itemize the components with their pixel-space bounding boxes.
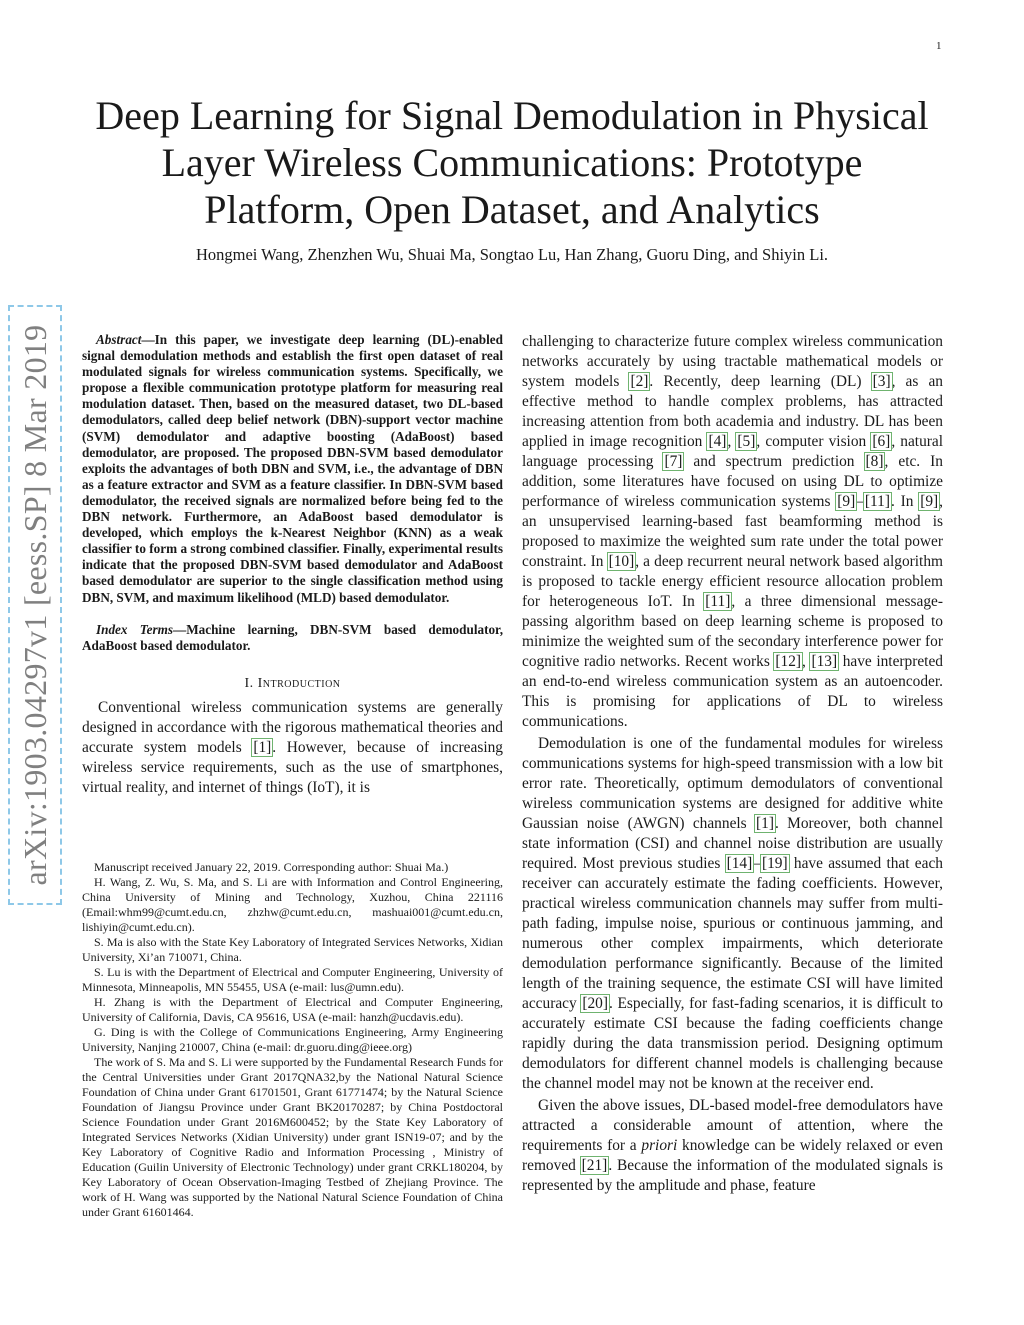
citation-link[interactable]: [9] xyxy=(920,493,939,510)
title-line: Platform, Open Dataset, and Analytics xyxy=(204,187,820,232)
footnote: S. Ma is also with the State Key Laboratory of Integrated Services Networks, Xidian University, Xi’an 710071, China. xyxy=(82,935,503,964)
citation-link[interactable]: [7] xyxy=(664,453,683,470)
footnote: H. Zhang is with the Department of Electrical and Computer Engineering, University of California, Davis, CA 95616, USA (e-mail: hanzh@ucdavis.edu). xyxy=(82,995,503,1024)
right-column xyxy=(522,332,943,1196)
title-line: Deep Learning for Signal Demodulation in Physical xyxy=(95,93,929,138)
intro-paragraph xyxy=(522,1096,943,1196)
index-terms-text: —Machine learning, DBN-SVM based demodulator, AdaBoost based demodulator. xyxy=(82,621,503,653)
paper-title xyxy=(0,92,1024,233)
citation-link[interactable]: [13] xyxy=(811,653,838,670)
text-run: , a three dimensional message-passing algorithm based on deep learning scheme is proposed to minimize the weighted sum of the secondary interference power for cognitive radio networks. Recent works xyxy=(522,593,943,670)
emphasis: priori xyxy=(641,1137,678,1154)
abstract-text: —In this paper, we investigate deep learning (DL)-enabled signal demodulation methods and establish the first open dataset of real modulated signals for wireless communication systems. Specifically, we propose a flexible communication prototype platform for measuring real modulation dataset. Then, based on the measured dataset, two DL-based demodulators, called deep belief network (DBN)-support vector machine (SVM) demodulator and adaptive boosting (AdaBoost) based demodulator, are proposed. The proposed DBN-SVM based demodulator exploits the advantages of both DBN and SVM, i.e., the advantage of DBN as a feature extractor and SVM as a feature classifier. In DBN-SVM based demodulator, the received signals are normalized before being fed to the DBN network. Furthermore, an AdaBoost based demodulator is developed, which employs the k-Nearest Neighbor (KNN) as a weak classifier to form a strong combined classifier. Finally, experimental results indicate that the proposed DBN-SVM based demodulator and AdaBoost based demodulator are superior to the single classification method using DBN, SVM, and maximum likelihood (MLD) based demodulator. xyxy=(82,332,503,605)
citation-link[interactable]: [8] xyxy=(865,453,884,470)
text-run: – xyxy=(856,493,864,510)
text-run: – xyxy=(753,855,761,872)
abstract xyxy=(82,332,503,606)
footnote: H. Wang, Z. Wu, S. Ma, and S. Li are with Information and Control Engineering, China University of Mining and Technology, Xuzhou, China 221116 (Email:whm99@cumt.edu.cn, zhzhw@cumt.edu.cn, mashuai001@cumt.edu.cn, lishiyin@cumt.edu.cn). xyxy=(82,875,503,934)
intro-paragraph xyxy=(522,734,943,1094)
text-run: , xyxy=(802,653,811,670)
text-run: . However, because of increasing wireless service requirements, such as the use of smartphones, virtual reality, and internet of things (IoT), it is xyxy=(82,738,503,796)
text-run: have interpreted an end-to-end wireless communication system as an autoencoder. This is promising for applications of DL to wireless communications. xyxy=(522,653,943,730)
citation-link[interactable]: [5] xyxy=(737,433,756,450)
citation-link[interactable]: [2] xyxy=(630,373,649,390)
text-run: challenging to characterize future complex wireless communication networks accurately by using tractable mathematical models or system models xyxy=(522,333,943,390)
text-run: and spectrum prediction xyxy=(683,453,865,470)
footnote: G. Ding is with the College of Communications Engineering, Army Engineering University, Nanjing 210007, China (e-mail: dr.guoru.ding@ieee.org) xyxy=(82,1025,503,1054)
text-run: . Because the information of the modulated signals is represented by the amplitude and phase, feature xyxy=(522,1157,943,1194)
text-run: , etc. In addition, some literatures have focused on using DL to optimize performance of wireless communication systems xyxy=(522,453,943,510)
citation-link[interactable]: [14] xyxy=(726,855,753,872)
citation-link[interactable]: [11] xyxy=(705,593,731,610)
citation-link[interactable]: [21] xyxy=(581,1157,608,1174)
citation-link[interactable]: [20] xyxy=(582,995,608,1012)
text-run: . Recently, deep learning (DL) xyxy=(649,373,872,390)
citation-link[interactable]: [19] xyxy=(761,855,788,872)
footnote: S. Lu is with the Department of Electrical and Computer Engineering, University of Minnesota, Minneapolis, MN 55455, USA (e-mail: lus@umn.edu). xyxy=(82,965,503,994)
footnote: The work of S. Ma and S. Li were supported by the Fundamental Research Funds for the Central Universities under Grant 2017QNA32,by the National Natural Science Foundation of China under Grant 61701501, Grant 61771474; by the Natural Science Foundation of Jiangsu Province under Grant BK20170287; by China Postdoctoral Science Foundation under Grant 2016M600452; by the State Key Laboratory of Integrated Services Networks (Xidian University) under grant ISN19-07; and by the Key Laboratory of Cognitive Radio and Information Processing , Ministry of Education (Guilin University of Electronic Technology) under grant CRKL180204, by Key Laboratory of Ocean Observation-Imaging Testbed of Zhejiang Province. The work of H. Wang was supported by the National Natural Science Foundation of China under Grant 61601464. xyxy=(82,1055,503,1219)
citation-link[interactable]: [12] xyxy=(775,653,802,670)
citation-link[interactable]: [6] xyxy=(872,433,891,450)
citation-link[interactable]: [4] xyxy=(708,433,727,450)
text-run: , as an effective method to handle complex problems, has attracted increasing attention from both academia and industry. DL has been applied in image recognition xyxy=(522,373,943,450)
text-run: have assumed that each receiver can accurately estimate the fading coefficients. However, practical wireless communication channels may suffer from multi-path fading, impulse noise, spurious or continuous jamming, and numerous other complex impairments, which deteriorate demodulation performance significantly. Because of the limited length of the training sequence, the estimate CSI will have limited accuracy xyxy=(522,855,943,1012)
citation-link[interactable]: [11] xyxy=(864,493,890,510)
intro-paragraph xyxy=(522,332,943,732)
text-run: Demodulation is one of the fundamental modules for wireless communications systems for high-speed transmission with a low bit error rate. Theoretically, optimum demodulators of conventional wireless communication systems are designed for additive white Gaussian noise (AWGN) channels xyxy=(522,735,943,832)
text-run: , a deep recurrent neural network based algorithm is proposed to tackle energy efficient resource allocation problem for heterogeneous IoT. In xyxy=(522,553,943,610)
footnote: Manuscript received January 22, 2019. Corresponding author: Shuai Ma.) xyxy=(94,860,449,874)
left-column xyxy=(82,332,503,798)
page-number: 1 xyxy=(936,40,942,52)
arxiv-identifier-stamp[interactable]: arXiv:1903.04297v1 [eess.SP] 8 Mar 2019 xyxy=(8,305,62,905)
abstract-label: Abstract xyxy=(96,332,142,347)
section-heading-introduction: I. Introduction xyxy=(244,675,341,691)
text-run: , natural language processing xyxy=(522,433,944,470)
intro-paragraph xyxy=(82,698,503,798)
text-run: , computer vision xyxy=(756,433,872,450)
index-terms xyxy=(82,622,503,654)
citation-link[interactable]: [1] xyxy=(756,815,774,832)
text-run: . Especially, for fast-fading scenarios, it is difficult to accurately estimate CSI because the fading coefficients change rapidly during the data transmission period. Designing optimum demodulators for different channel models is challenging because the channel model may not be known at the receiver end. xyxy=(522,995,943,1092)
citation-link[interactable]: [9] xyxy=(837,493,856,510)
text-run: , xyxy=(727,433,737,450)
citation-link[interactable]: [3] xyxy=(872,373,891,390)
text-run: . Moreover, both channel state information (CSI) and channel noise distribution are usually required. Most previous studies xyxy=(522,815,943,872)
title-line: Layer Wireless Communications: Prototype xyxy=(161,140,863,185)
text-run: , an unsupervised learning-based fast beamforming method is proposed to maximize the weighted sum rate under the total power constraint. In xyxy=(522,493,943,570)
index-terms-label: Index Terms xyxy=(96,621,174,637)
footnotes xyxy=(82,860,503,1220)
author-list: Hongmei Wang, Zhenzhen Wu, Shuai Ma, Songtao Lu, Han Zhang, Guoru Ding, and Shiyin Li. xyxy=(195,245,829,264)
citation-link[interactable]: [1] xyxy=(253,738,272,756)
text-run: . In xyxy=(891,493,920,510)
citation-link[interactable]: [10] xyxy=(608,553,635,570)
text-run: Conventional wireless communication systems are generally designed in accordance with the rigorous mathematical theories and accurate system models xyxy=(82,698,503,756)
text-run: Given the above issues, DL-based model-free demodulators have attracted a considerable amount of attention, where the requirements for a xyxy=(522,1097,943,1154)
text-run: knowledge can be widely relaxed or even removed xyxy=(522,1137,943,1174)
